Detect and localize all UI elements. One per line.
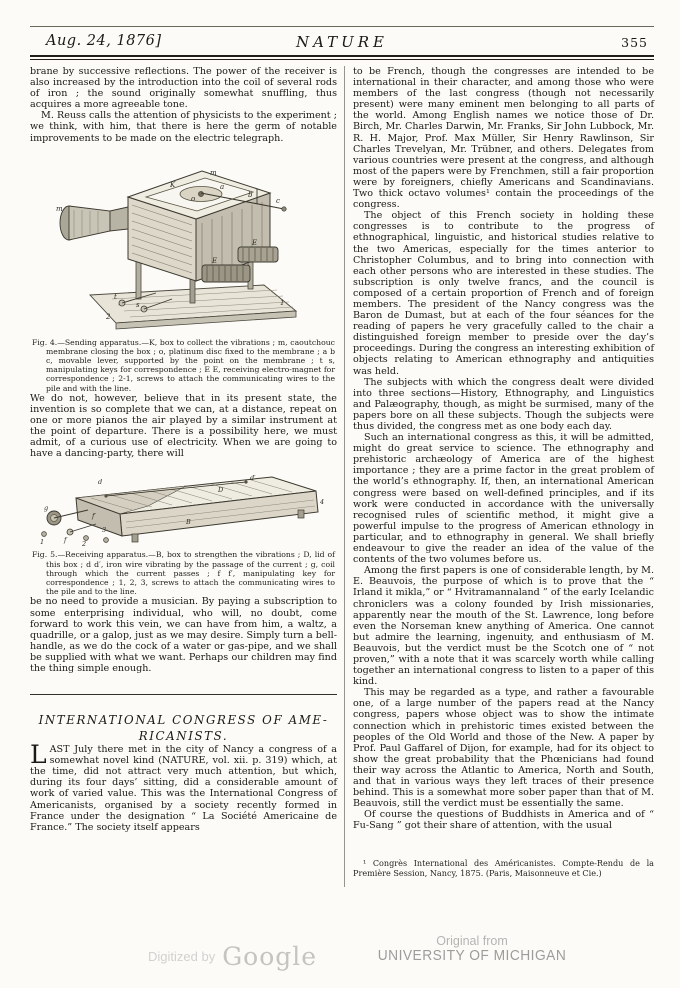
issue-date: Aug. 24, 1876] xyxy=(46,33,162,49)
digitization-footer xyxy=(0,934,680,980)
receiving-apparatus-illustration xyxy=(36,472,326,546)
left-column xyxy=(30,66,344,887)
sending-apparatus-illustration xyxy=(52,153,304,335)
provenance-watermark xyxy=(372,934,572,964)
svg-text:2: 2 xyxy=(106,312,111,321)
svg-text:a: a xyxy=(220,182,225,191)
paragraph: M. Reuss calls the attention of physicists to the experiment ; we think, with him, that there is here the germ of notable improvements to be made on the electric telegraph. xyxy=(30,110,337,144)
paragraph xyxy=(30,740,337,833)
drop-cap: L xyxy=(30,740,47,770)
svg-text:c: c xyxy=(276,196,280,205)
svg-text:f′: f′ xyxy=(92,512,96,521)
article-heading-line2: RICANISTS. xyxy=(138,729,229,744)
journal-title: NATURE xyxy=(295,33,389,51)
paragraph: The subjects with which the congress dealt were divided into three sections—History, Ethnography, and Linguistics and Palæography, though, as might be surmised, many of the papers bore on all these subjects. Though the subjects were thus divided, the congress met as one body each day. xyxy=(353,376,654,432)
figure-4-caption: Fig. 4.—Sending apparatus.—K, box to collect the vibrations ; m, caoutchouc membrane closing the box ; o, platinum disc fixed to the membrane ; a b c, movable lever, supported by the point on the membrane ; t s, manipulating keys for correspondence ; E E, receiving electro-magnet for correspondence ; 2-1, screws to attach the communicating wires to the pile and with the line. xyxy=(32,337,335,393)
paragraph: The object of this French society in holding these congresses is to contribute to the progress of ethnographical, linguistic, and historical studies relative to the two Americas, especially for the times anterior to Christopher Columbus, and to bring into connection with each other persons who are interested in these studies. The subscription is only twelve francs, and the council is composed of a certain proportion of French and of foreign members. The president of the Nancy congress was the Baron de Dumast, but at each of the four séances for the reading of papers he very gracefully called to the chair a distinguished foreign member to preside over the day’s proceedings. During the congress an interesting exhibition of objects relating to American ethnography and antiquities was held. xyxy=(353,210,654,377)
svg-text:D: D xyxy=(218,486,224,495)
institution-label: UNIVERSITY OF MICHIGAN xyxy=(377,948,567,964)
article-heading xyxy=(30,712,337,744)
svg-text:s: s xyxy=(136,300,140,309)
svg-text:K: K xyxy=(170,180,176,189)
article-divider-rule xyxy=(30,694,337,695)
article-heading-line1: INTERNATIONAL CONGRESS OF AME- xyxy=(38,713,329,728)
figure-4-engraving xyxy=(52,153,331,335)
svg-text:d: d xyxy=(98,478,103,487)
digitized-by-label: Digitized by xyxy=(148,949,216,964)
paragraph: Of course the questions of Buddhists in America and of “ Fu-Sang ” got their share of attention, with the usual xyxy=(353,809,654,832)
paragraph: Such an international congress as this, it will be admitted, might do great service to science. The ethnography and prehistoric archæology of America are of the highest importance ; they are a prime factor in the great problem of the world’s ethnography. If, then, an international American congress were based on well-defined principles, and if its work were conducted in accordance with the universally recognised rules of scientific method, it might give a powerful impulse to the progress of American ethnology in particular, and to ethnography in general. We shall briefly endeavour to give the reader an idea of the value of the contents of the two volumes before us. xyxy=(353,432,654,566)
running-head xyxy=(30,29,654,55)
svg-text:o: o xyxy=(191,194,196,203)
footnote: ¹ Congrès International des Américanistes. Compte-Rendu de la Première Session, Nancy, 1875. (Paris, Maisonneuve et Cie.) xyxy=(353,858,654,879)
paragraph: brane by successive reflections. The power of the receiver is also increased by the introduction into the coil of several rods of iron ; the sound originally somewhat snuffling, thus acquires a more agreeable tone. xyxy=(30,66,337,111)
paragraph: This may be regarded as a type, and rather a favourable one, of a large number of the papers read at the Nancy congress, papers whose object was to show the intimate connection which in prehistoric times existed between the peoples of the Old World and those of the New. A paper by Prof. Paul Gaffarel of Dijon, for example, had for its object to show the great probability that the Phœnicians had found their way across the Atlantic to America, North and South, and that in various ways they left traces of their presence behind. This is a somewhat more sober paper than that of M. Beauvois, still the verdict must be essentially the same. xyxy=(353,687,654,810)
svg-text:E: E xyxy=(252,238,258,247)
figure-5-caption: Fig. 5.—Receiving apparatus.—B, box to strengthen the vibrations ; D, lid of this box ; d d′, iron wire vibrating by the passage of the current ; g, coil through which the current passes ; f f′, manipulating key for correspondence ; 1, 2, 3, screws to attach the communicating wires to the pile and to the line. xyxy=(32,550,335,597)
svg-text:1: 1 xyxy=(40,538,45,547)
svg-text:b: b xyxy=(248,190,253,199)
page-body xyxy=(30,26,654,887)
svg-text:3: 3 xyxy=(102,526,107,535)
two-column-layout xyxy=(30,66,654,887)
svg-text:f: f xyxy=(64,536,67,545)
right-column xyxy=(344,66,654,887)
svg-text:m: m xyxy=(56,204,63,213)
svg-text:4: 4 xyxy=(320,498,325,507)
svg-text:g: g xyxy=(44,504,49,513)
svg-text:1: 1 xyxy=(280,298,285,307)
paragraph: We do not, however, believe that in its present state, the invention is so complete that we can, at a distance, repeat on one or more pianos the air played by a similar instrument at the point of departure. There is a possibility here, we must admit, of a curious use of electricity. When we are going to have a dancing-party, there will xyxy=(30,392,337,460)
svg-text:d′: d′ xyxy=(250,474,256,483)
header-double-rule xyxy=(30,55,654,60)
google-watermark xyxy=(148,942,317,971)
paragraph: Among the first papers is one of considerable length, by M. E. Beauvois, the purpose of which is to prove that the “ Irland it mikla,” or “ Hvitramannaland ” of the early Icelandic chroniclers was a colony founded by Irish missionaries, apparently near the mouth of the St. Lawrence, long before even the Norseman knew anything of America. One cannot but admire the learning, ingenuity, and enthusiasm of M. Beauvois, but the verdict must be the Scotch one of “ not proven,” with a note that it was scarcely worth while calling together an international congress to listen to a paper of this kind. xyxy=(353,565,654,688)
svg-text:B: B xyxy=(186,518,191,527)
original-from-label: Original from xyxy=(436,934,508,948)
paragraph: be no need to provide a musician. By paying a subscription to some enterprising individual, who will, no doubt, come forward to work this vein, we can have from him, a waltz, a quadrille, or a galop, just as we may desire. Simply turn a bell-handle, as we do the cock of a water or gas-pipe, and we shall be supplied with what we want. Perhaps our children may find the thing simple enough. xyxy=(30,596,337,675)
paragraph: to be French, though the congresses are intended to be international in their character, and among those who were members of the last congress (though not necessarily present) were many eminent men belonging to all parts of the world. Among English names we notice those of Dr. Birch, Mr. Charles Darwin, Mr. Franks, Sir John Lubbock, Mr. R. H. Major, Prof. Max Müller, Sir Henry Rawlinson, Sir Charles Trevelyan, Mr. Trübner, and others. Delegates from various countries were present at the congress, and although most of the papers were by Frenchmen, still a fair proportion were by foreigners, chiefly Americans and Scandinavians. Two thick octavo volumes¹ contain the proceedings of the congress. xyxy=(353,66,654,211)
figure-5-engraving xyxy=(36,472,335,546)
article-opening-text: AST July there met in the city of Nancy a congress of a somewhat novel kind (NATURE, vol. xii. p. 319) which, at the time, did not attract very much attention, but which, during its four days’ sitting, did a considerable amount of work of varied value. This was the International Congress of Americanists, organised by a society recently formed in France under the designation “ La Société Americaine de France.” The society itself appears xyxy=(30,744,337,833)
svg-text:t: t xyxy=(114,292,117,301)
page-number: 355 xyxy=(621,35,648,50)
svg-text:m: m xyxy=(210,168,217,177)
google-logo: Google xyxy=(222,942,318,971)
svg-text:2: 2 xyxy=(82,540,87,547)
svg-text:E: E xyxy=(212,256,218,265)
